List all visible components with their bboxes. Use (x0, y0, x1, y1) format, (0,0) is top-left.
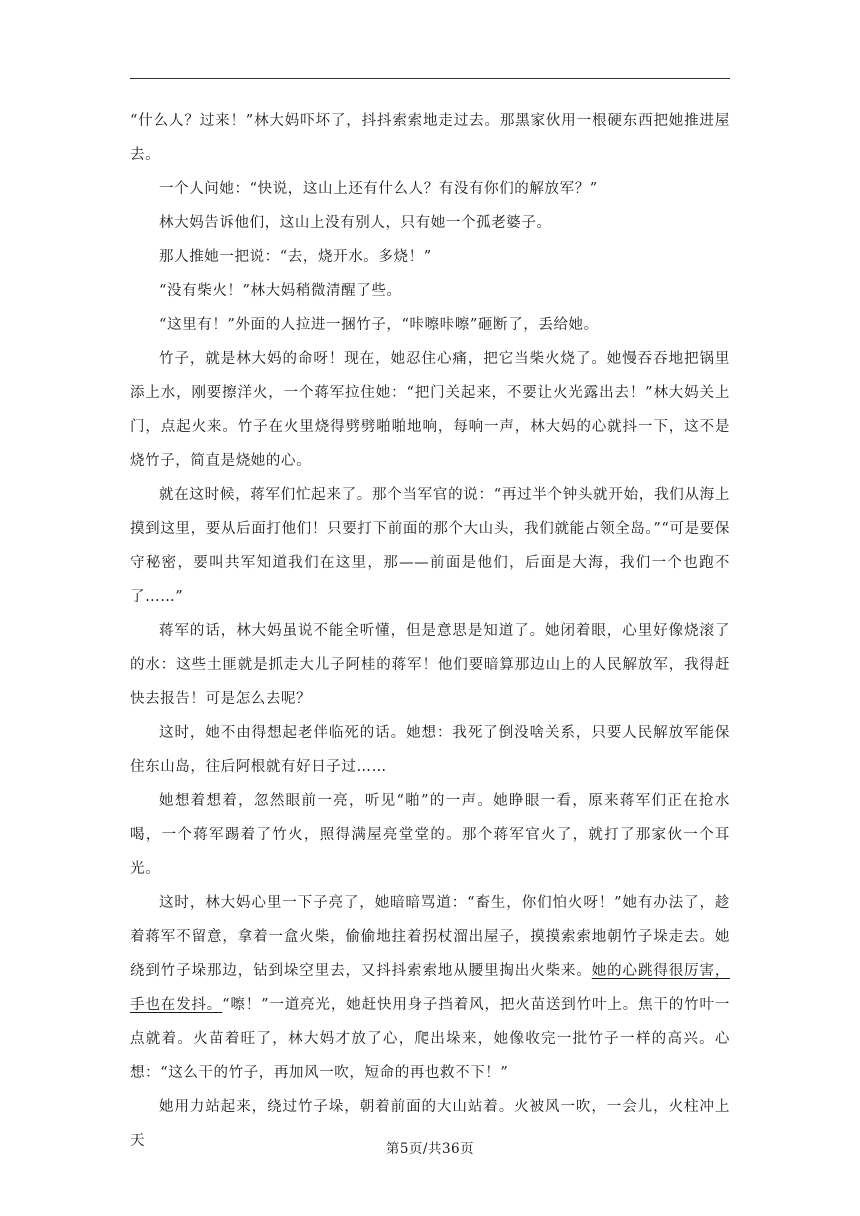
paragraph-with-underline (130, 886, 730, 1090)
paragraph: 她想着想着，忽然眼前一亮，听见“啪”的一声。她睁眼一看，原来蒋军们正在抢水喝，一个蒋军踢着了竹火，照得满屋亮堂堂的。那个蒋军官火了，就打了那家伙一个耳光。 (130, 793, 730, 877)
paragraph: “这里有！”外面的人拉进一捆竹子，“咔嚓咔嚓”砸断了，丢给她。 (159, 317, 599, 333)
header-rule (130, 78, 730, 79)
document-body (130, 104, 730, 1158)
underlined-sentence: 她的心跳得很厉害，手也在发抖。 (130, 963, 731, 1013)
paragraph: 那人推她一把说：“去，烧开水。多烧！” (159, 249, 432, 265)
paragraph: 蒋军的话，林大妈虽说不能全听懂，但是意思是知道了。她闭着眼，心里好像烧滚了的水：这些土匪就是抓走大儿子阿桂的蒋军！他们要暗算那边山上的人民解放军，我得赶快去报告！可是怎么去呢？ (130, 623, 730, 707)
paragraph: “没有柴火！”林大妈稍微清醒了些。 (159, 283, 402, 299)
paragraph-text: 这时，林大妈心里一下子亮了，她暗暗骂道：“畜生，你们怕火呀！”她有办法了，趁着蒋军不留意，拿着一盒火柴，偷偷地拄着拐杖溜出屋子，摸摸索索地朝竹子垛走去。她绕到竹子垛那边，钻到垛空里去，又抖抖索索地从腰里掏出火柴来。 (130, 895, 730, 979)
paragraph: “什么人？过来！”林大妈吓坏了，抖抖索索地走过去。那黑家伙用一根硬东西把她推进屋去。 (130, 113, 730, 163)
paragraph-text: “嚓！”一道亮光，她赶快用身子挡着风，把火苗送到竹叶上。焦干的竹叶一点就着。火苗着旺了，林大妈才放了心，爬出垛来，她像收完一批竹子一样的高兴。心想：“这么干的竹子，再加风一吹，短命的再也救不下！” (130, 997, 730, 1081)
paragraph: 林大妈告诉他们，这山上没有别人，只有她一个孤老婆子。 (159, 215, 552, 231)
paragraph: 一个人问她：“快说，这山上还有什么人？有没有你们的解放军？” (159, 181, 598, 197)
paragraph: 竹子，就是林大妈的命呀！现在，她忍住心痛，把它当柴火烧了。她慢吞吞地把锅里添上水，刚要擦洋火，一个蒋军拉住她：“把门关起来，不要让火光露出去！”林大妈关上门，点起火来。竹子在火里烧得劈劈啪啪地响，每响一声，林大妈的心就抖一下，这不是烧竹子，简直是烧她的心。 (130, 351, 730, 469)
page-number: 第5页/共36页 (385, 1141, 475, 1157)
paragraph: 这时，她不由得想起老伴临死的话。她想：我死了倒没啥关系，只要人民解放军能保住东山岛，往后阿根就有好日子过…… (130, 725, 730, 775)
paragraph: 她用力站起来，绕过竹子垛，朝着前面的大山站着。火被风一吹，一会儿，火柱冲上天 (130, 1099, 730, 1149)
paragraph: 就在这时候，蒋军们忙起来了。那个当军官的说：“再过半个钟头就开始，我们从海上摸到这里，要从后面打他们！只要打下前面的那个大山头，我们就能占领全岛。”“可是要保守秘密，要叫共军知道我们在这里，那——前面是他们，后面是大海，我们一个也跑不了……” (130, 487, 730, 605)
